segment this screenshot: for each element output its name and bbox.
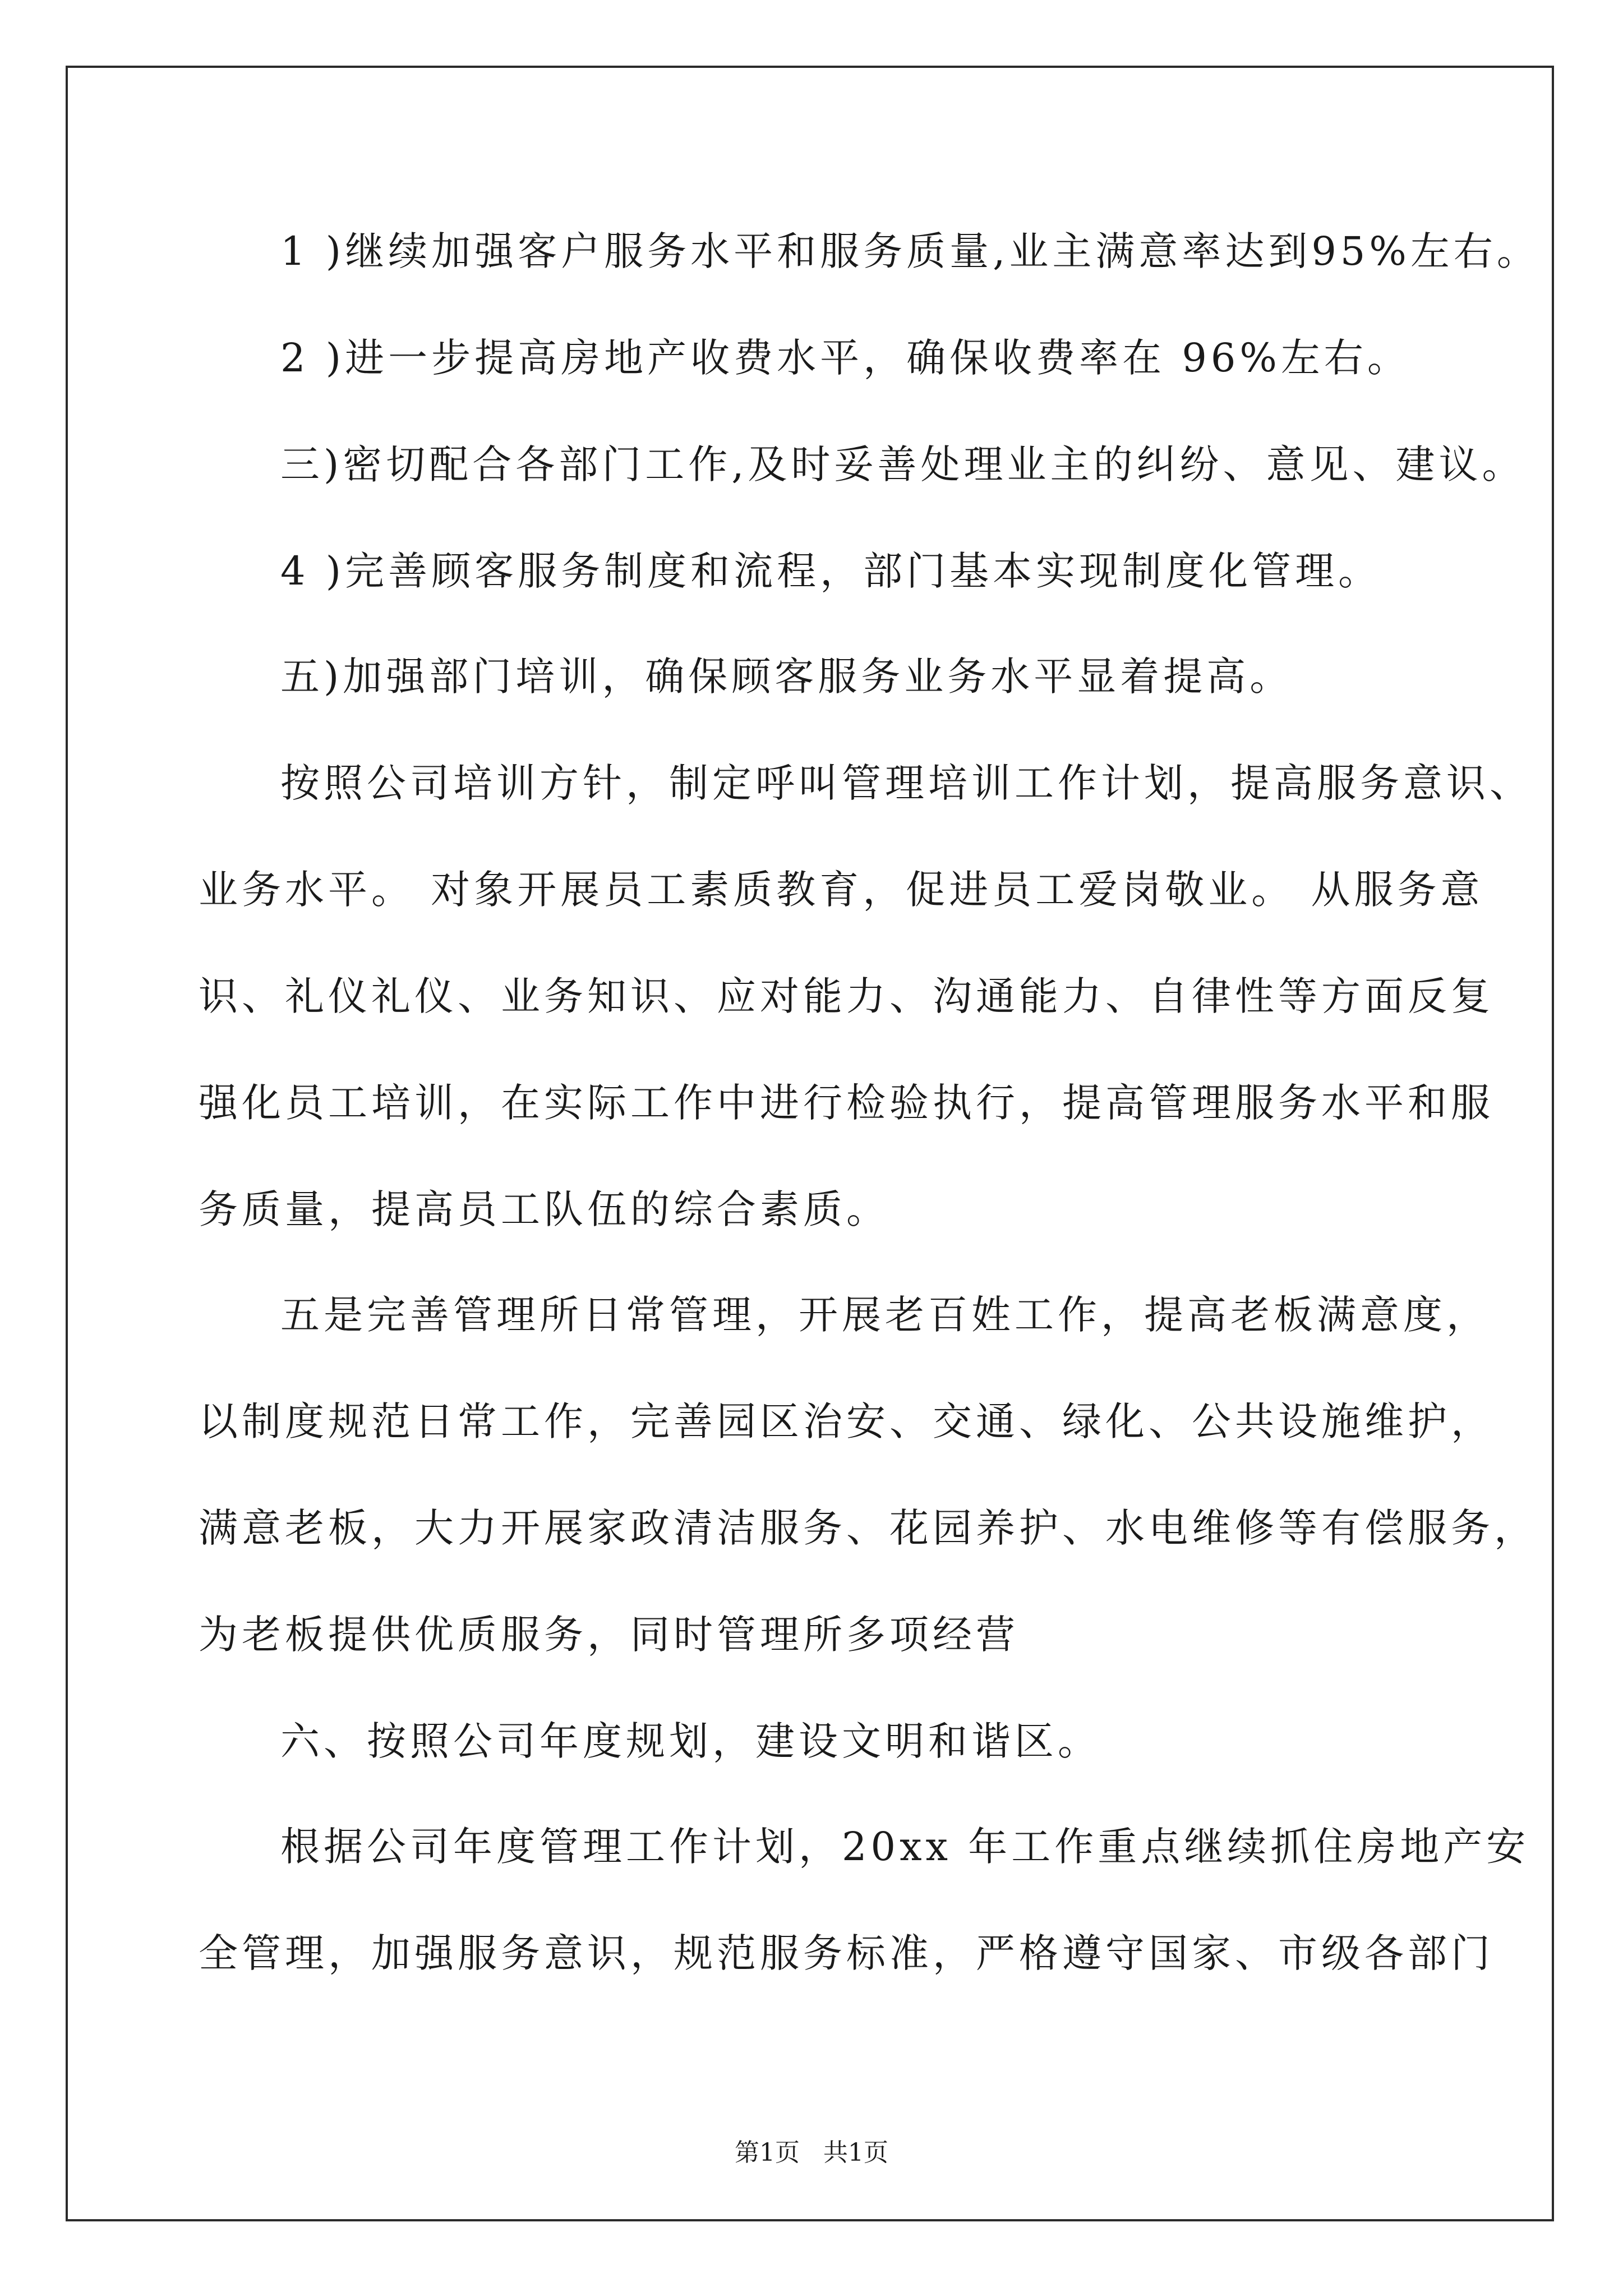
text-line: 三)密切配合各部门工作,及时妥善处理业主的纠纷、意见、建议。 [280, 441, 1525, 487]
text-line: 4 )完善顾客服务制度和流程，部门基本实现制度化管理。 [280, 548, 1382, 594]
text-line: 1 )继续加强客户服务水平和服务质量,业主满意率达到95%左右。 [280, 228, 1540, 274]
text-line: 五)加强部门培训，确保顾客服务业务水平显着提高。 [280, 654, 1293, 700]
text-line: 2 )进一步提高房地产收费水平，确保收费率在 96%左右。 [280, 335, 1410, 381]
text-line: 为老板提供优质服务，同时管理所多项经营 [199, 1612, 1019, 1658]
text-line: 识、礼仪礼仪、业务知识、应对能力、沟通能力、自律性等方面反复 [199, 973, 1494, 1019]
text-line: 根据公司年度管理工作计划，20xx 年工作重点继续抓住房地产安 [280, 1824, 1530, 1870]
page-border [66, 66, 1554, 2221]
text-line: 业务水平。 对象开展员工素质教育，促进员工爱岗敬业。 从服务意 [199, 867, 1484, 913]
text-line: 五是完善管理所日常管理，开展老百姓工作，提高老板满意度， [280, 1292, 1490, 1338]
text-line: 六、按照公司年度规划，建设文明和谐区。 [280, 1718, 1101, 1764]
page-footer: 第1页 共1页 [735, 2138, 888, 2167]
text-line: 以制度规范日常工作，完善园区治安、交通、绿化、公共设施维护， [199, 1398, 1494, 1444]
text-line: 按照公司培训方针，制定呼叫管理培训工作计划，提高服务意识、 [280, 760, 1533, 806]
text-line: 全管理，加强服务意识，规范服务标准，严格遵守国家、市级各部门 [199, 1930, 1494, 1976]
text-line: 务质量，提高员工队伍的综合素质。 [199, 1186, 889, 1232]
text-line: 强化员工培训，在实际工作中进行检验执行，提高管理服务水平和服 [199, 1080, 1494, 1126]
text-line: 满意老板，大力开展家政清洁服务、花园养护、水电维修等有偿服务， [199, 1505, 1537, 1551]
